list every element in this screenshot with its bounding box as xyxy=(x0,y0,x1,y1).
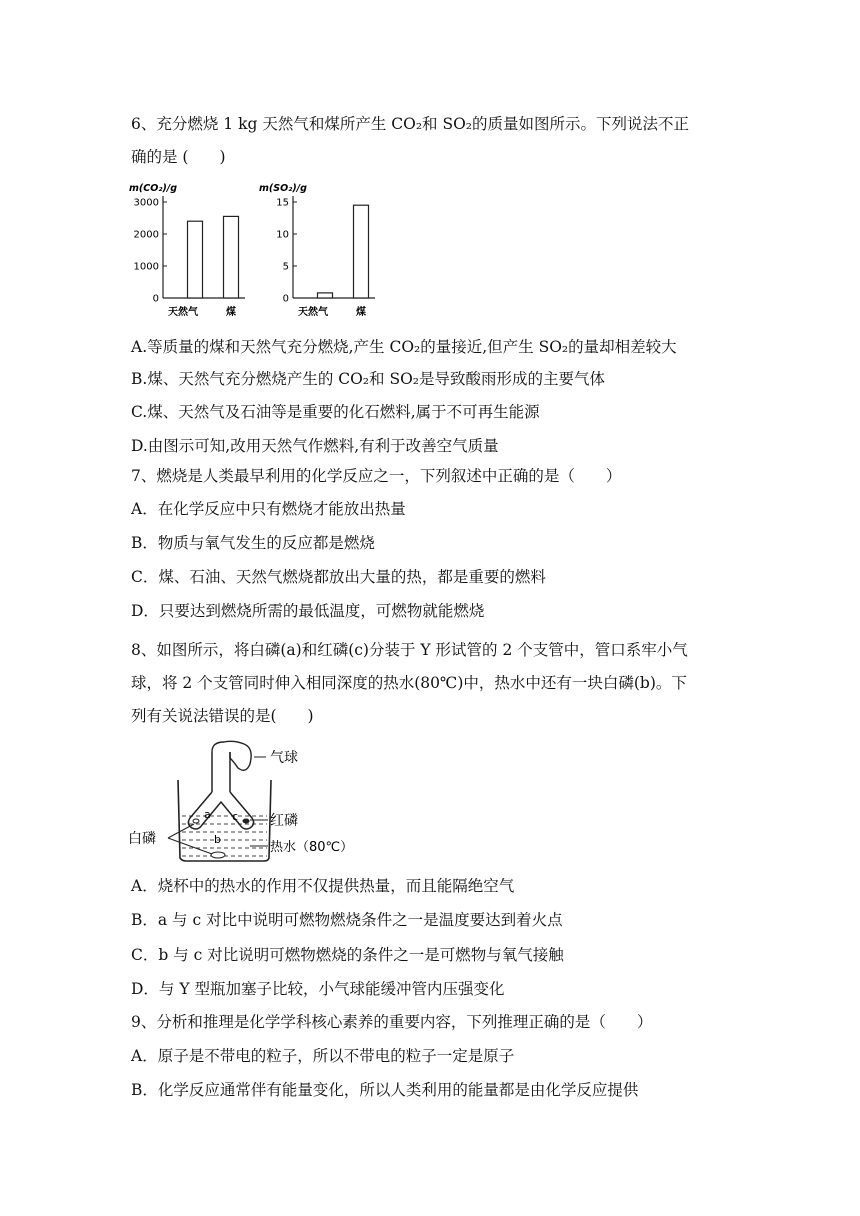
q7-option-a: A．在化学反应中只有燃烧才能放出热量 xyxy=(131,500,406,518)
y-tick-label: 0 xyxy=(282,293,289,305)
bar-natural-gas xyxy=(188,221,203,298)
q8-option-d: D．与 Y 型瓶加塞子比较，小气球能缓冲管内压强变化 xyxy=(131,980,505,998)
y-shaped-tube xyxy=(188,752,253,829)
white-phosphorus-b xyxy=(211,852,225,858)
category-label: 煤 xyxy=(226,307,236,318)
label-white-phosphorus: 白磷 xyxy=(128,831,156,847)
y-axis-label: m(SO₂)/g xyxy=(259,183,307,194)
q6-option-a: A.等质量的煤和天然气充分燃烧,产生 CO₂的量接近,但产生 SO₂的量却相差较大 xyxy=(131,338,677,356)
label-red-phosphorus: 红磷 xyxy=(270,813,298,829)
red-phosphorus-c xyxy=(243,819,250,824)
label-c: c xyxy=(232,810,239,823)
y-tick-label: 5 xyxy=(282,261,289,273)
y-tick-label: 15 xyxy=(276,197,289,209)
q6-option-d: D.由图示可知,改用天然气作燃料,有利于改善空气质量 xyxy=(131,437,499,455)
q6-stem-line2: 确的是 ( ) xyxy=(131,148,226,166)
q7-option-c: C．煤、石油、天然气燃烧都放出大量的热，都是重要的燃料 xyxy=(131,568,546,586)
category-label: 煤 xyxy=(356,307,366,318)
q8-option-a: A．烧杯中的热水的作用不仅提供热量，而且能隔绝空气 xyxy=(131,877,515,895)
y-tick-label: 10 xyxy=(276,229,289,241)
q8-stem-line3: 列有关说法错误的是( ) xyxy=(131,707,314,725)
label-hot-water: 热水（80℃） xyxy=(270,840,354,855)
q8-stem-line2: 球，将 2 个支管同时伸入相同深度的热水(80℃)中，热水中还有一块白磷(b)。下 xyxy=(131,674,687,692)
q8-stem-line1: 8、如图所示，将白磷(a)和红磷(c)分装于 Y 形试管的 2 个支管中，管口系牢小气 xyxy=(131,641,688,659)
q7-stem: 7、燃烧是人类最早利用的化学反应之一，下列叙述中正确的是（ ） xyxy=(131,467,622,485)
q6-option-b: B.煤、天然气充分燃烧产生的 CO₂和 SO₂是导致酸雨形成的主要气体 xyxy=(131,370,605,388)
q7-option-d: D．只要达到燃烧所需的最低温度，可燃物就能燃烧 xyxy=(131,602,485,620)
bar-coal xyxy=(354,205,369,298)
q7-option-b: B．物质与氧气发生的反应都是燃烧 xyxy=(131,534,375,552)
balloon xyxy=(212,741,251,770)
y-tube-apparatus-figure xyxy=(128,740,388,865)
label-balloon: 气球 xyxy=(270,750,298,766)
category-label: 天然气 xyxy=(298,307,328,318)
label-b: b xyxy=(214,833,221,846)
category-label: 天然气 xyxy=(168,307,198,318)
co2-bar-chart xyxy=(125,180,255,325)
q8-option-c: C．b 与 c 对比说明可燃物燃烧的条件之一是可燃物与氧气接触 xyxy=(131,946,564,964)
y-tick-label: 3000 xyxy=(133,197,159,209)
q6-stem-line1: 6、充分燃烧 1 kg 天然气和煤所产生 CO₂和 SO₂的质量如图所示。下列说法不正 xyxy=(131,115,689,133)
y-axis-label: m(CO₂)/g xyxy=(129,183,178,194)
q9-stem: 9、分析和推理是化学学科核心素养的重要内容，下列推理正确的是（ ） xyxy=(131,1013,653,1031)
y-tick-label: 2000 xyxy=(133,229,159,241)
white-phosphorus-a xyxy=(193,819,199,823)
label-a: a xyxy=(204,808,211,821)
q9-option-b: B．化学反应通常伴有能量变化，所以人类利用的能量都是由化学反应提供 xyxy=(131,1081,639,1099)
q6-option-c: C.煤、天然气及石油等是重要的化石燃料,属于不可再生能源 xyxy=(131,403,540,421)
bar-coal xyxy=(224,216,239,298)
q8-option-b: B．a 与 c 对比中说明可燃物燃烧条件之一是温度要达到着火点 xyxy=(131,911,563,929)
q9-option-a: A．原子是不带电的粒子，所以不带电的粒子一定是原子 xyxy=(131,1047,515,1065)
so2-bar-chart xyxy=(255,180,385,325)
bar-natural-gas xyxy=(318,293,333,298)
y-tick-label: 0 xyxy=(152,293,159,305)
y-tick-label: 1000 xyxy=(133,261,159,273)
